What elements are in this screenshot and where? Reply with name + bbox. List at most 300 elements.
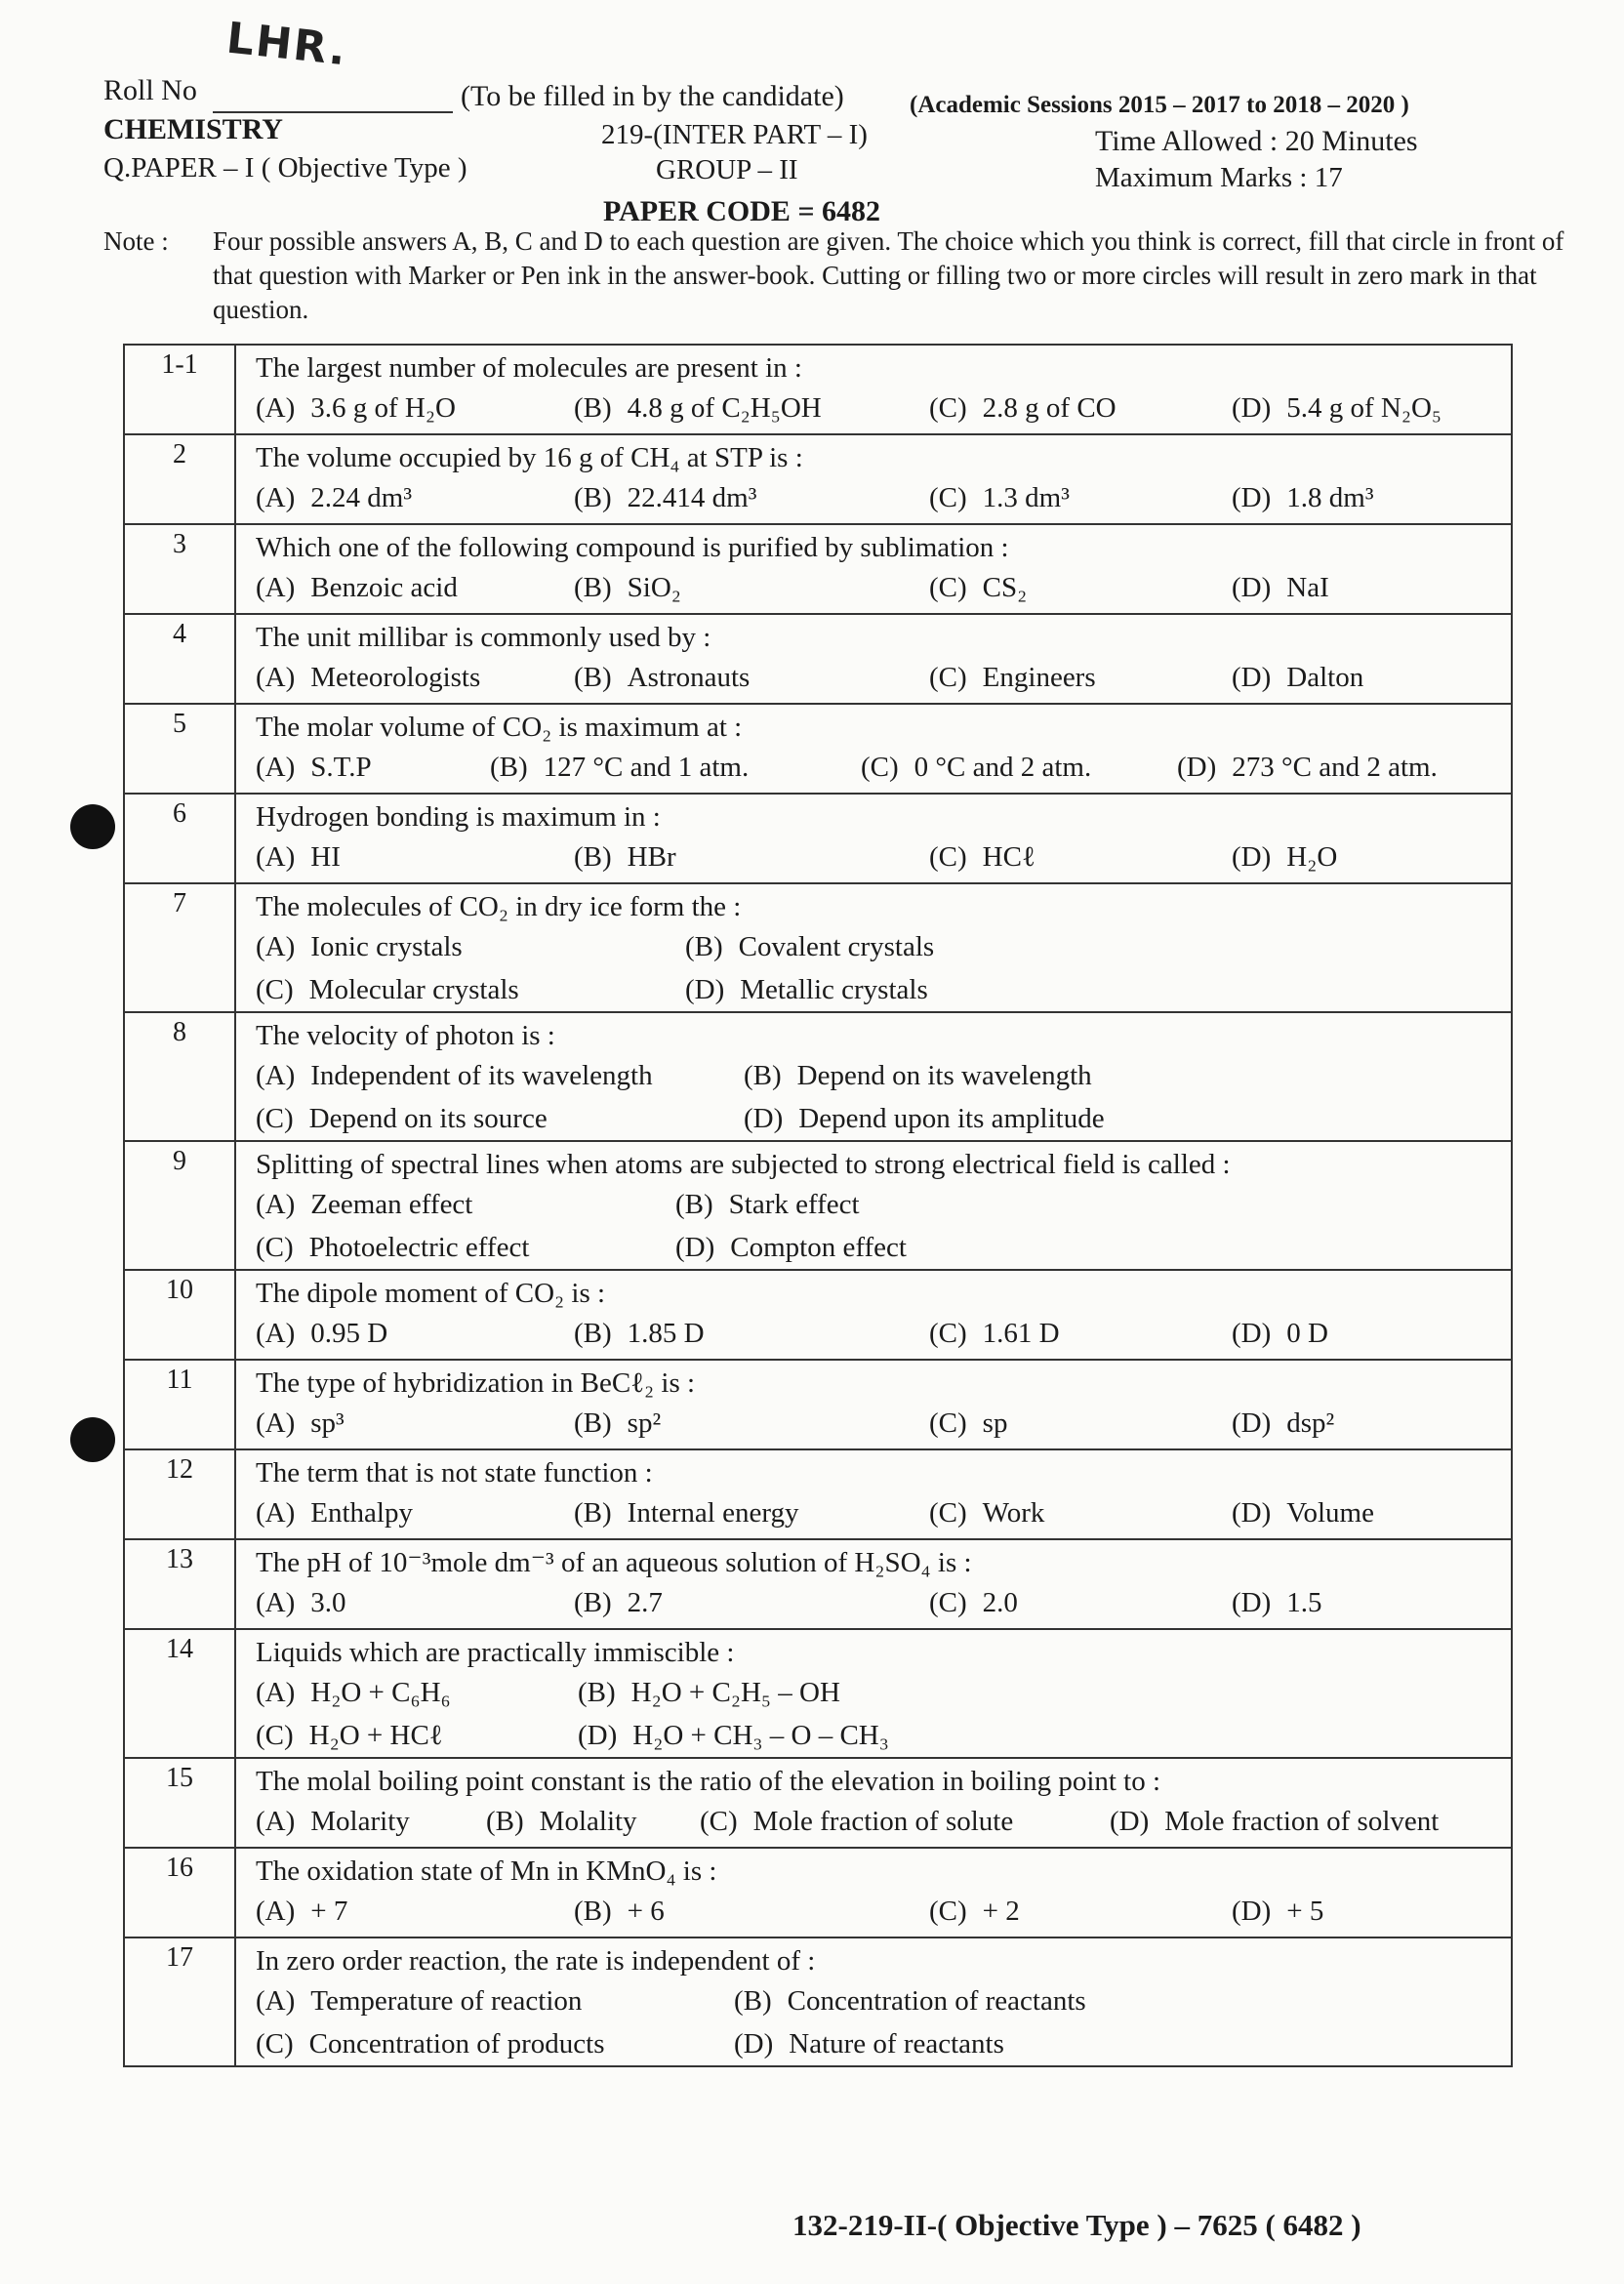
option-letter: (D) xyxy=(685,974,725,1005)
question-text: The pH of 10⁻³mole dm⁻³ of an aqueous solution of H₂SO₄ is : xyxy=(256,1547,972,1578)
question-text: Which one of the following compound is purified by sublimation : xyxy=(256,532,1009,563)
option-text: 22.414 dm³ xyxy=(627,482,757,513)
option-letter: (C) xyxy=(256,974,294,1005)
question-text: The type of hybridization in BeCℓ₂ is : xyxy=(256,1367,696,1399)
question-table xyxy=(123,344,1513,2067)
question-number: 15 xyxy=(124,1758,235,1848)
answer-option xyxy=(1232,392,1441,425)
answer-option xyxy=(1232,1497,1374,1529)
question-body xyxy=(235,524,1512,614)
option-text: H₂O + C₆H₆ xyxy=(310,1677,451,1708)
option-text: 0 °C and 2 atm. xyxy=(914,752,1092,783)
option-letter: (A) xyxy=(256,572,296,603)
answer-option xyxy=(256,392,456,425)
answer-option xyxy=(578,1677,840,1709)
option-letter: (A) xyxy=(256,841,296,873)
question-row xyxy=(124,704,1512,794)
question-row xyxy=(124,434,1512,524)
question-text: Liquids which are practically immiscible : xyxy=(256,1637,735,1668)
filled-bubble-q11 xyxy=(70,1417,115,1462)
question-number: 3 xyxy=(124,524,235,614)
question-text: The velocity of photon is : xyxy=(256,1020,555,1051)
option-text: Benzoic acid xyxy=(310,572,458,603)
option-letter: (B) xyxy=(574,572,612,603)
question-number: 8 xyxy=(124,1012,235,1141)
option-text: 1.61 D xyxy=(982,1318,1060,1349)
question-number: 9 xyxy=(124,1141,235,1270)
option-text: Nature of reactants xyxy=(789,2028,1004,2060)
answer-option xyxy=(1232,1896,1323,1928)
answer-option xyxy=(256,1587,346,1619)
question-text: The volume occupied by 16 g of CH₄ at STP is : xyxy=(256,442,803,473)
question-row xyxy=(124,794,1512,883)
question-row xyxy=(124,614,1512,704)
question-number: 5 xyxy=(124,704,235,794)
question-row xyxy=(124,1360,1512,1449)
question-row xyxy=(124,1270,1512,1360)
options-row xyxy=(256,746,1503,793)
option-text: Mole fraction of solute xyxy=(752,1806,1014,1837)
question-number: 10 xyxy=(124,1270,235,1360)
answer-option xyxy=(574,482,756,514)
answer-option xyxy=(574,1407,661,1440)
answer-option xyxy=(1232,841,1337,874)
option-letter: (C) xyxy=(929,1896,967,1927)
answer-option xyxy=(685,974,928,1006)
option-letter: (C) xyxy=(929,392,967,424)
option-text: + 7 xyxy=(310,1896,348,1927)
answer-option xyxy=(1232,1407,1334,1440)
answer-option xyxy=(734,1985,1086,2018)
answer-option xyxy=(744,1103,1105,1135)
answer-option xyxy=(929,1896,1020,1928)
answer-option xyxy=(675,1232,907,1264)
option-text: SiO₂ xyxy=(627,572,681,603)
options-row xyxy=(256,1097,1503,1140)
answer-option xyxy=(700,1806,1013,1838)
answer-option xyxy=(861,752,1091,784)
answer-option xyxy=(256,2028,605,2060)
question-text: In zero order reaction, the rate is independent of : xyxy=(256,1945,816,1977)
answer-option xyxy=(256,1103,548,1135)
group-label: GROUP – II xyxy=(656,154,798,185)
option-text: Temperature of reaction xyxy=(310,1985,583,2017)
answer-option xyxy=(685,931,934,963)
options-row xyxy=(256,1226,1503,1269)
answer-option xyxy=(929,1587,1018,1619)
option-letter: (A) xyxy=(256,1060,296,1091)
option-text: Depend on its wavelength xyxy=(796,1060,1092,1091)
answer-option xyxy=(929,572,1027,604)
option-letter: (D) xyxy=(734,2028,774,2060)
option-text: + 5 xyxy=(1286,1896,1324,1927)
exam-title: 219-(INTER PART – I) xyxy=(601,119,868,150)
question-row xyxy=(124,1449,1512,1539)
option-letter: (D) xyxy=(1232,1318,1272,1349)
option-letter: (D) xyxy=(1232,1497,1272,1529)
option-text: Metallic crystals xyxy=(740,974,928,1005)
answer-option xyxy=(256,841,341,874)
answer-option xyxy=(256,1407,345,1440)
answer-option xyxy=(1177,752,1438,784)
question-body xyxy=(235,1848,1512,1937)
option-text: Volume xyxy=(1286,1497,1374,1529)
answer-option xyxy=(1232,482,1374,514)
answer-option xyxy=(490,752,749,784)
option-letter: (C) xyxy=(256,1103,294,1134)
question-row xyxy=(124,1141,1512,1270)
answer-option xyxy=(256,1677,451,1709)
answer-option xyxy=(256,1806,410,1838)
answer-option xyxy=(675,1189,860,1221)
answer-option xyxy=(929,662,1096,694)
option-text: 1.8 dm³ xyxy=(1286,482,1374,513)
answer-option xyxy=(256,931,463,963)
option-text: Covalent crystals xyxy=(738,931,935,962)
option-letter: (A) xyxy=(256,662,296,693)
question-text: The oxidation state of Mn in KMnO₄ is : xyxy=(256,1856,717,1887)
answer-option xyxy=(574,841,676,874)
answer-option xyxy=(486,1806,637,1838)
question-body xyxy=(235,1758,1512,1848)
option-text: Enthalpy xyxy=(310,1497,413,1529)
option-text: 1.3 dm³ xyxy=(982,482,1070,513)
answer-option xyxy=(929,392,1116,425)
option-letter: (A) xyxy=(256,1587,296,1618)
question-body xyxy=(235,704,1512,794)
option-text: H₂O + CH₃ – O – CH₃ xyxy=(632,1720,889,1751)
option-letter: (C) xyxy=(929,482,967,513)
options-row xyxy=(256,1979,1503,2022)
answer-option xyxy=(256,1318,387,1350)
question-row xyxy=(124,1012,1512,1141)
time-allowed: Time Allowed : 20 Minutes xyxy=(1095,125,1418,157)
question-text: The term that is not state function : xyxy=(256,1457,653,1489)
option-text: 273 °C and 2 atm. xyxy=(1232,752,1438,783)
option-text: 2.24 dm³ xyxy=(310,482,413,513)
question-row xyxy=(124,1539,1512,1629)
option-letter: (B) xyxy=(486,1806,524,1837)
option-text: Photoelectric effect xyxy=(308,1232,530,1263)
answer-option xyxy=(1110,1806,1439,1838)
question-text: Hydrogen bonding is maximum in : xyxy=(256,801,661,833)
option-letter: (A) xyxy=(256,1497,296,1529)
question-body xyxy=(235,1012,1512,1141)
option-letter: (D) xyxy=(1232,662,1272,693)
question-row xyxy=(124,345,1512,434)
question-number: 12 xyxy=(124,1449,235,1539)
option-text: Depend upon its amplitude xyxy=(798,1103,1105,1134)
option-text: Engineers xyxy=(982,662,1096,693)
option-text: 2.0 xyxy=(982,1587,1018,1618)
question-body xyxy=(235,1360,1512,1449)
answer-option xyxy=(574,572,681,604)
option-letter: (D) xyxy=(675,1232,715,1263)
option-letter: (C) xyxy=(256,1232,294,1263)
option-letter: (A) xyxy=(256,752,296,783)
question-body xyxy=(235,1539,1512,1629)
question-row xyxy=(124,883,1512,1012)
note-label: Note : xyxy=(103,226,169,256)
question-row xyxy=(124,1848,1512,1937)
question-row xyxy=(124,1937,1512,2066)
option-letter: (A) xyxy=(256,1407,296,1439)
handwritten-mark: LHR. xyxy=(223,13,350,76)
option-letter: (C) xyxy=(256,2028,294,2060)
option-text: 127 °C and 1 atm. xyxy=(543,752,750,783)
answer-option xyxy=(256,1232,529,1264)
options-row xyxy=(256,1671,1503,1714)
note-text: Four possible answers A, B, C and D to each question are given. The choice which you think is correct, fill that circle in front of that question with Marker or Pen ink in the answer-book. Cutting or filling two or more circles will result in zero mark in that question. xyxy=(213,226,1564,324)
answer-option xyxy=(574,662,750,694)
option-letter: (C) xyxy=(929,1407,967,1439)
question-row xyxy=(124,1629,1512,1758)
option-letter: (A) xyxy=(256,392,296,424)
option-text: HI xyxy=(310,841,341,873)
option-text: Compton effect xyxy=(730,1232,907,1263)
answer-option xyxy=(574,1318,705,1350)
question-body xyxy=(235,1141,1512,1270)
options-row xyxy=(256,2022,1503,2065)
option-letter: (B) xyxy=(574,1407,612,1439)
options-row xyxy=(256,476,1503,523)
option-text: Independent of its wavelength xyxy=(310,1060,653,1091)
option-text: Work xyxy=(982,1497,1045,1529)
option-letter: (A) xyxy=(256,1985,296,2017)
option-text: 0 D xyxy=(1286,1318,1328,1349)
question-number: 14 xyxy=(124,1629,235,1758)
answer-option xyxy=(256,1985,582,2018)
option-letter: (B) xyxy=(574,662,612,693)
answer-option xyxy=(574,392,822,425)
question-number: 1-1 xyxy=(124,345,235,434)
option-letter: (D) xyxy=(1232,1407,1272,1439)
option-letter: (B) xyxy=(490,752,528,783)
question-body xyxy=(235,1629,1512,1758)
paper-footer: 132-219-II-( Objective Type ) – 7625 ( 6482 ) xyxy=(792,2208,1361,2242)
options-row xyxy=(256,1800,1503,1847)
question-number: 11 xyxy=(124,1360,235,1449)
answer-option xyxy=(1232,1318,1328,1350)
answer-option xyxy=(574,1896,665,1928)
options-row xyxy=(256,1402,1503,1448)
answer-option xyxy=(929,1497,1044,1529)
options-row xyxy=(256,1714,1503,1757)
option-letter: (A) xyxy=(256,1189,296,1220)
option-letter: (C) xyxy=(929,662,967,693)
option-letter: (C) xyxy=(256,1720,294,1751)
answer-option xyxy=(256,1060,653,1092)
option-text: Zeeman effect xyxy=(310,1189,473,1220)
option-text: Molecular crystals xyxy=(308,974,519,1005)
option-letter: (B) xyxy=(675,1189,713,1220)
option-text: Concentration of reactants xyxy=(787,1985,1086,2017)
option-text: H₂O xyxy=(1286,841,1338,873)
option-letter: (C) xyxy=(929,1318,967,1349)
options-row xyxy=(256,925,1503,968)
option-text: + 2 xyxy=(982,1896,1020,1927)
answer-option xyxy=(256,752,372,784)
maximum-marks: Maximum Marks : 17 xyxy=(1095,162,1343,193)
option-letter: (A) xyxy=(256,931,296,962)
option-letter: (B) xyxy=(574,841,612,873)
answer-option xyxy=(744,1060,1092,1092)
option-letter: (D) xyxy=(744,1103,784,1134)
option-letter: (A) xyxy=(256,1896,296,1927)
option-letter: (B) xyxy=(744,1060,782,1091)
subject-title: CHEMISTRY xyxy=(103,113,283,145)
option-letter: (B) xyxy=(574,1587,612,1618)
option-text: 0.95 D xyxy=(310,1318,388,1349)
option-text: Dalton xyxy=(1286,662,1364,693)
option-letter: (C) xyxy=(929,1497,967,1529)
question-number: 6 xyxy=(124,794,235,883)
option-letter: (C) xyxy=(700,1806,738,1837)
option-text: 3.0 xyxy=(310,1587,346,1618)
answer-option xyxy=(256,662,480,694)
option-letter: (D) xyxy=(1232,572,1272,603)
question-text: The molal boiling point constant is the ratio of the elevation in boiling point to : xyxy=(256,1766,1161,1797)
option-letter: (D) xyxy=(1110,1806,1150,1837)
question-body xyxy=(235,434,1512,524)
question-text: The molecules of CO₂ in dry ice form the : xyxy=(256,891,742,922)
answer-option xyxy=(574,1587,663,1619)
option-text: Meteorologists xyxy=(310,662,481,693)
option-text: H₂O + HCℓ xyxy=(308,1720,443,1751)
question-number: 2 xyxy=(124,434,235,524)
option-letter: (A) xyxy=(256,1806,296,1837)
options-row xyxy=(256,1183,1503,1226)
options-row xyxy=(256,387,1503,433)
option-text: Astronauts xyxy=(627,662,751,693)
candidate-note: (To be filled in by the candidate) xyxy=(461,80,844,112)
option-text: Molarity xyxy=(310,1806,410,1837)
option-text: dsp² xyxy=(1286,1407,1335,1439)
option-text: HCℓ xyxy=(982,841,1035,873)
option-text: Ionic crystals xyxy=(310,931,463,962)
academic-sessions: (Academic Sessions 2015 – 2017 to 2018 – 2020 ) xyxy=(910,92,1409,118)
options-row xyxy=(256,566,1503,613)
option-letter: (B) xyxy=(734,1985,772,2017)
filled-bubble-q6 xyxy=(70,804,115,849)
question-body xyxy=(235,345,1512,434)
answer-option xyxy=(929,1407,1007,1440)
option-letter: (B) xyxy=(578,1677,616,1708)
answer-option xyxy=(574,1497,798,1529)
options-row xyxy=(256,1054,1503,1097)
option-text: S.T.P xyxy=(310,752,372,783)
option-letter: (D) xyxy=(578,1720,618,1751)
question-number: 16 xyxy=(124,1848,235,1937)
option-text: NaI xyxy=(1286,572,1329,603)
option-text: H₂O + C₂H₅ – OH xyxy=(630,1677,840,1708)
option-letter: (C) xyxy=(861,752,899,783)
option-letter: (D) xyxy=(1232,392,1272,424)
option-text: 2.7 xyxy=(627,1587,663,1618)
question-row xyxy=(124,1758,1512,1848)
answer-option xyxy=(256,1497,413,1529)
option-text: Concentration of products xyxy=(308,2028,605,2060)
option-text: 1.85 D xyxy=(627,1318,705,1349)
option-letter: (D) xyxy=(1232,1896,1272,1927)
option-text: CS₂ xyxy=(982,572,1028,603)
answer-option xyxy=(256,482,412,514)
answer-option xyxy=(578,1720,889,1752)
option-letter: (B) xyxy=(574,1896,612,1927)
question-number: 7 xyxy=(124,883,235,1012)
answer-option xyxy=(929,1318,1060,1350)
option-text: 4.8 g of C₂H₅OH xyxy=(627,392,822,424)
options-row xyxy=(256,1312,1503,1359)
option-letter: (B) xyxy=(685,931,723,962)
option-text: sp² xyxy=(627,1407,662,1439)
option-text: sp³ xyxy=(310,1407,345,1439)
answer-option xyxy=(256,974,519,1006)
option-letter: (C) xyxy=(929,1587,967,1618)
option-letter: (C) xyxy=(929,841,967,873)
options-row xyxy=(256,1890,1503,1937)
option-letter: (B) xyxy=(574,392,612,424)
option-text: Stark effect xyxy=(728,1189,860,1220)
answer-option xyxy=(1232,572,1329,604)
question-number: 17 xyxy=(124,1937,235,2066)
option-text: 3.6 g of H₂O xyxy=(310,392,456,424)
question-text: Splitting of spectral lines when atoms are subjected to strong electrical field is called : xyxy=(256,1149,1231,1180)
question-text: The unit millibar is commonly used by : xyxy=(256,622,711,653)
options-row xyxy=(256,1491,1503,1538)
option-letter: (A) xyxy=(256,482,296,513)
answer-option xyxy=(1232,662,1363,694)
question-row xyxy=(124,524,1512,614)
option-text: 5.4 g of N₂O₅ xyxy=(1286,392,1442,424)
paper-type: Q.PAPER – I ( Objective Type ) xyxy=(103,152,467,184)
answer-option xyxy=(256,1896,347,1928)
option-letter: (D) xyxy=(1232,1587,1272,1618)
options-row xyxy=(256,836,1503,882)
option-letter: (A) xyxy=(256,1677,296,1708)
option-letter: (A) xyxy=(256,1318,296,1349)
option-text: Molality xyxy=(539,1806,637,1837)
answer-option xyxy=(929,482,1070,514)
answer-option xyxy=(1232,1587,1322,1619)
option-letter: (D) xyxy=(1232,482,1272,513)
option-letter: (B) xyxy=(574,1318,612,1349)
answer-option xyxy=(929,841,1035,874)
option-text: 2.8 g of CO xyxy=(982,392,1116,424)
question-body xyxy=(235,1449,1512,1539)
option-letter: (C) xyxy=(929,572,967,603)
question-number: 13 xyxy=(124,1539,235,1629)
roll-no-label: Roll No xyxy=(103,74,197,106)
option-text: Internal energy xyxy=(627,1497,799,1529)
option-text: + 6 xyxy=(627,1896,665,1927)
question-number: 4 xyxy=(124,614,235,704)
option-text: Mole fraction of solvent xyxy=(1164,1806,1440,1837)
question-text: The largest number of molecules are present in : xyxy=(256,352,802,384)
answer-option xyxy=(256,1189,472,1221)
option-text: 1.5 xyxy=(1286,1587,1322,1618)
question-body xyxy=(235,883,1512,1012)
question-text: The dipole moment of CO₂ is : xyxy=(256,1278,606,1309)
question-text: The molar volume of CO₂ is maximum at : xyxy=(256,712,743,743)
question-body xyxy=(235,794,1512,883)
question-body xyxy=(235,1270,1512,1360)
question-body xyxy=(235,614,1512,704)
options-row xyxy=(256,1581,1503,1628)
answer-option xyxy=(256,1720,443,1752)
question-body xyxy=(235,1937,1512,2066)
options-row xyxy=(256,968,1503,1011)
